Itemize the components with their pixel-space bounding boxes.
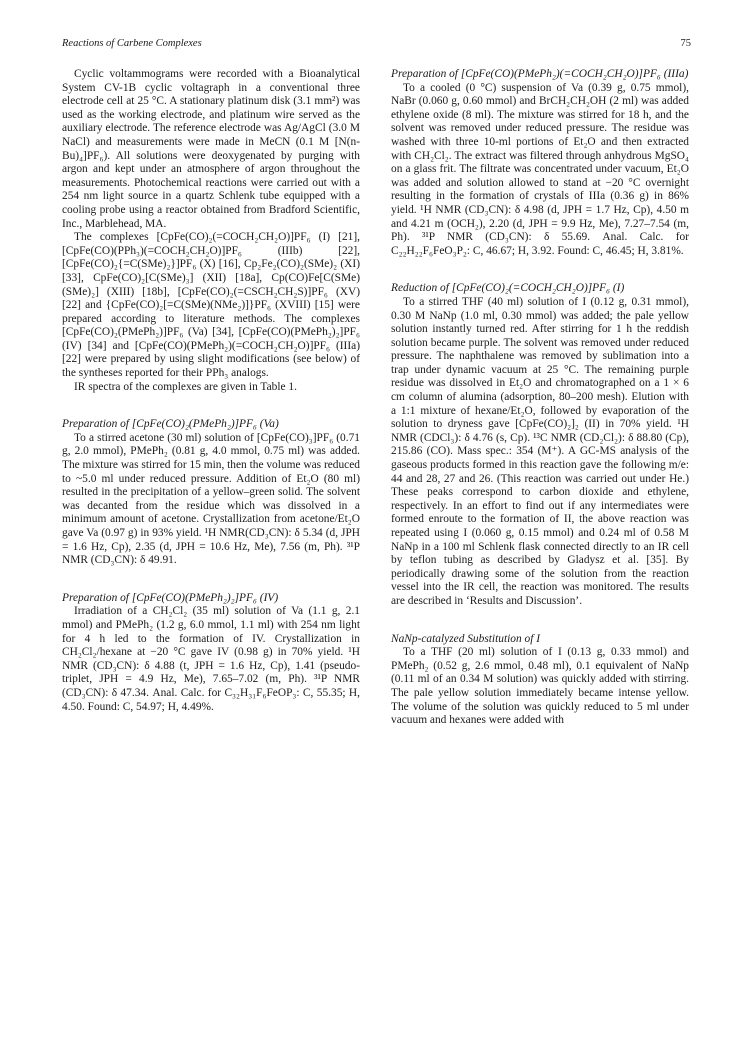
section-heading-iiia: Preparation of [CpFe(CO)(PMePh₂)(=COCH₂CH₂O)]PF₆ (IIIa)	[391, 68, 689, 80]
section-heading-iv: Preparation of [CpFe(CO)(PMePh₂)₂]PF₆ (IV)	[62, 591, 279, 604]
reduction-paragraph: To a stirred THF (40 ml) solution of I (0.12 g, 0.31 mmol), 0.30 M NaNp (1.0 ml, 0.30 mmol) was added; the pale yellow solution instantly turned red. After stirring for 1 h the reddish solution became purple. The solvent was removed under reduced pressure. The naphthalene was removed by sublimation into a trap under dynamic vacuum at 25 °C. The remaining purple residue was dissolved in Et₂O and chromatographed on a 1 × 6 cm column of alumina (adsorption, 80–200 mesh). Elution with a 1:1 mixture of hexane/Et₂O, followed by evaporation of the solution to dryness gave [CpFe(CO)₂]₂ (II) in 70% yield. ¹H NMR (CDCl₃): δ 4.76 (s, Cp). ¹³C NMR (CD₂Cl₂): δ 88.80 (Cp), 215.86 (CO). Mass spec.: 354 (M⁺). A GC-MS analysis of the gaseous products formed in this reaction gave the following m/e: 44 and 28, 27 and 26. (This reaction was carried out under He.) These peaks correspond to carbon dioxide and ethylene, respectively. In an effort to find out if any intermediates were formed enroute to the formation of II, the above reaction was repeated using I (0.060 g, 0.15 mmol) and 0.24 ml of 0.58 M NaNp in a 100 ml Schlenk flask connected directly to an IR cell by teflon tubing as described by Gladysz et al. [35]. By periodically drawing some of the solution from the reaction vessel into the IR cell, the reaction was monitored. The results are described in ‘Results and Discussion’.	[391, 295, 689, 607]
left-column	[62, 68, 360, 714]
right-column	[391, 68, 689, 728]
section-heading-nanp: NaNp-catalyzed Substitution of I	[391, 632, 541, 645]
cyclic-voltammetry-paragraph: Cyclic voltammograms were recorded with a Bioanalytical System CV-1B cyclic voltagraph in a conventional three electrode cell at 25 °C. A stationary platinum disk (3.1 mm²) was used as the working electrode, and platinum wire served as the auxiliary electrode. The reference electrode was Ag/AgCl (3.0 M NaCl) and measurements were made in MeCN (0.1 M [N(n-Bu)₄]PF₆). All solutions were deoxygenated by purging with argon and kept under an atmosphere of argon throughout the measurements. Photochemical reactions were carried out with a 254 nm light source in a quartz Schlenk tube equipped with a cooling probe using a reactor obtained from Bradford Scientific, Inc., Marblehead, MA.	[62, 68, 360, 230]
ir-spectra-paragraph: IR spectra of the complexes are given in Table 1.	[74, 380, 297, 393]
section-heading-reduction: Reduction of [CpFe(CO)₂(=COCH₂CH₂O)]PF₆ (I)	[391, 282, 625, 295]
running-title: Reactions of Carbene Complexes	[62, 38, 202, 49]
complexes-paragraph: The complexes [CpFe(CO)₂(=COCH₂CH₂O)]PF₆ (I) [21], [CpFe(CO)(PPh₃)(=COCH₂CH₂O)]PF₆ (IIIb) [22], [CpFe(CO)₂{=C(SMe)₂}]PF₆ (X) [16], Cp₂Fe₂(CO)₂(SMe)₂ (XI) [33], CpFe(CO)₂[C(SMe)₃] (XII) [18a], Cp(CO)Fe[C(SMe)(SMe)₂] (XIII) [18b], [CpFe(CO)₂(=CSCH₂CH₂S)]PF₆ (XV) [22] and {CpFe(CO)₂[=C(SMe)(NMe₂)]}PF₆ (XVIII) [15] were prepared according to literature methods. The complexes [CpFe(CO)₂(PMePh₂)]PF₆ (Va) [34], [CpFe(CO)(PMePh₂)₂]PF₆ (IV) [34] and [CpFe(CO)(PMePh₂)(=COCH₂CH₂O)]PF₆ (IIIa) [22] were prepared by using slight modifications (see below) of the syntheses reported for their PPh₃ analogs.	[62, 231, 360, 380]
va-preparation-paragraph: To a stirred acetone (30 ml) solution of [CpFe(CO)₃]PF₆ (0.71 g, 2.0 mmol), PMePh₂ (0.81 g, 4.0 mmol, 0.75 ml) was added. The mixture was stirred for 15 min, then the volume was reduced to ~5.0 ml under reduced pressure. Addition of Et₂O (80 ml) resulted in the precipitation of a yellow–green solid. The solvent was decanted from the residue which was dissolved in a minimum amount of acetone. Crystallization from acetone/Et₂O gave Va (0.97 g) in 93% yield. ¹H NMR(CD₃CN): δ 5.34 (d, JPH = 1.6 Hz, Cp), 2.35 (d, JPH = 10.6 Hz, Me), 7.56 (m, Ph). ³¹P NMR (CD₃CN): δ 49.91.	[62, 431, 360, 567]
iv-preparation-paragraph: Irradiation of a CH₂Cl₂ (35 ml) solution of Va (1.1 g, 2.1 mmol) and PMePh₂ (1.2 g, 6.0 mmol, 1.1 ml) with 254 nm light for 4 h led to the formation of IV. Crystallization in CH₂Cl₂/hexane at −20 °C gave IV (0.98 g) in 70% yield. ¹H NMR (CD₃CN): δ 4.88 (t, JPH = 1.6 Hz, Cp), 1.41 (pseudo-triplet, JPH = 4.9 Hz, Me), 7.65–7.02 (m, Ph). ³¹P NMR (CD₃CN): δ 47.34. Anal. Calc. for C₃₂H₃₁F₆FeOP₃: C, 55.35; H, 4.50. Found: C, 54.97; H, 4.49%.	[62, 605, 360, 713]
page-number: 75	[680, 38, 691, 49]
iiia-preparation-paragraph: To a cooled (0 °C) suspension of Va (0.39 g, 0.75 mmol), NaBr (0.060 g, 0.60 mmol) and BrCH₂CH₂OH (2 ml) was added ethylene oxide (8 ml). The mixture was stirred for 18 h, and the solvent was removed under reduced pressure. The residue was washed with three 10-ml portions of Et₂O and then extracted with CH₂Cl₂. The extract was filtered through anhydrous MgSO₄ on a glass frit. The filtrate was concentrated under vacuum, Et₂O was added and solution allowed to stand at −20 °C overnight resulting in the formation of crystals of IIIa (0.36 g) in 86% yield. ¹H NMR (CD₃CN): δ 4.98 (d, JPH = 1.7 Hz, Cp), 4.50 m and 4.21 m (OCH₂), 2.20 (d, JPH = 9.9 Hz, Me), 7.27–7.54 (m, Ph). ³¹P NMR (CD₃CN): δ 55.69. Anal. Calc. for C₂₂H₂₂F₆FeO₃P₂: C, 46.67; H, 3.92. Found: C, 46.45; H, 3.81%.	[391, 81, 689, 257]
section-heading-va: Preparation of [CpFe(CO)₂(PMePh₂)]PF₆ (Va)	[62, 418, 279, 431]
nanp-substitution-paragraph: To a THF (20 ml) solution of I (0.13 g, 0.33 mmol) and PMePh₂ (0.52 g, 2.6 mmol, 0.48 ml), 0.1 equivalent of NaNp (0.11 ml of an 0.34 M solution) was quickly added with stirring. The pale yellow solution immediately became intense yellow. The volume of the solution was quickly reduced to 5 ml under vacuum and hexanes were added with	[391, 646, 689, 727]
